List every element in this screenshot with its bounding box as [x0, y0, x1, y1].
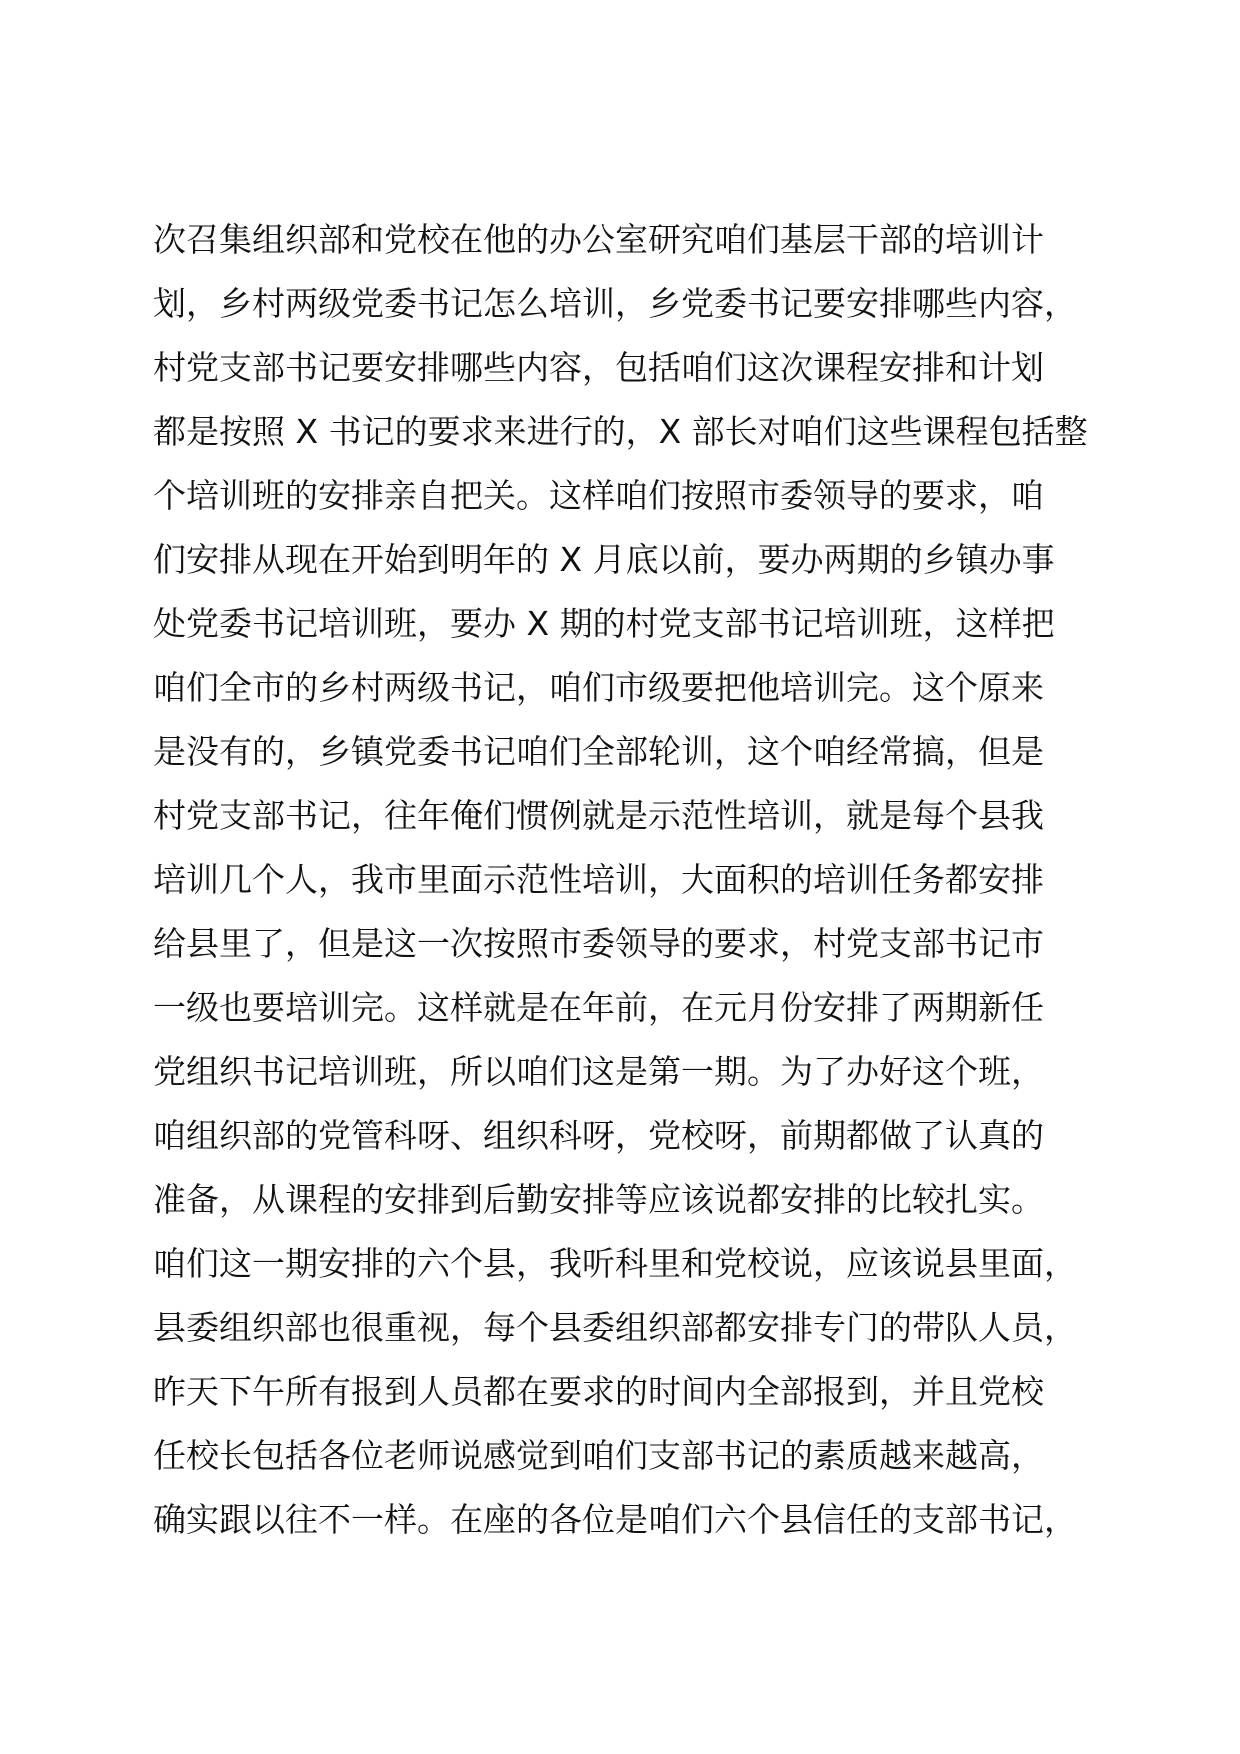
text-line: 处党委书记培训班，要办 X 期的村党支部书记培训班，这样把 [153, 604, 1055, 643]
text-line: 次召集组织部和党校在他的办公室研究咱们基层干部的培训计 [153, 220, 1044, 259]
text-line: 个培训班的安排亲自把关。这样咱们按照市委领导的要求，咱 [153, 476, 1044, 515]
text-line: 是没有的，乡镇党委书记咱们全部轮训，这个咱经常搞，但是 [153, 732, 1044, 771]
body-text [153, 208, 1113, 1552]
text-line: 划，乡村两级党委书记怎么培训，乡党委书记要安排哪些内容， [153, 284, 1077, 323]
text-line: 村党支部书记要安排哪些内容，包括咱们这次课程安排和计划 [153, 348, 1044, 387]
text-line: 一级也要培训完。这样就是在年前，在元月份安排了两期新任 [153, 988, 1044, 1027]
text-line: 们安排从现在开始到明年的 X 月底以前，要办两期的乡镇办事 [153, 540, 1055, 579]
text-line: 咱们全市的乡村两级书记，咱们市级要把他培训完。这个原来 [153, 668, 1044, 707]
text-line: 党组织书记培训班，所以咱们这是第一期。为了办好这个班， [153, 1052, 1044, 1091]
text-line: 确实跟以往不一样。在座的各位是咱们六个县信任的支部书记， [153, 1500, 1077, 1539]
text-line: 准备，从课程的安排到后勤安排等应该说都安排的比较扎实。 [153, 1180, 1044, 1219]
text-line: 给县里了，但是这一次按照市委领导的要求，村党支部书记市 [153, 924, 1044, 963]
text-line: 任校长包括各位老师说感觉到咱们支部书记的素质越来越高， [153, 1436, 1044, 1475]
text-line: 都是按照 X 书记的要求来进行的，X 部长对咱们这些课程包括整 [153, 412, 1088, 451]
text-line: 咱组织部的党管科呀、组织科呀，党校呀，前期都做了认真的 [153, 1116, 1044, 1155]
text-line: 昨天下午所有报到人员都在要求的时间内全部报到，并且党校 [153, 1372, 1044, 1411]
text-line: 县委组织部也很重视，每个县委组织部都安排专门的带队人员， [153, 1308, 1077, 1347]
text-line: 村党支部书记，往年俺们惯例就是示范性培训，就是每个县我 [153, 796, 1044, 835]
text-line: 培训几个人，我市里面示范性培训，大面积的培训任务都安排 [153, 860, 1044, 899]
text-line: 咱们这一期安排的六个县，我听科里和党校说，应该说县里面， [153, 1244, 1077, 1283]
